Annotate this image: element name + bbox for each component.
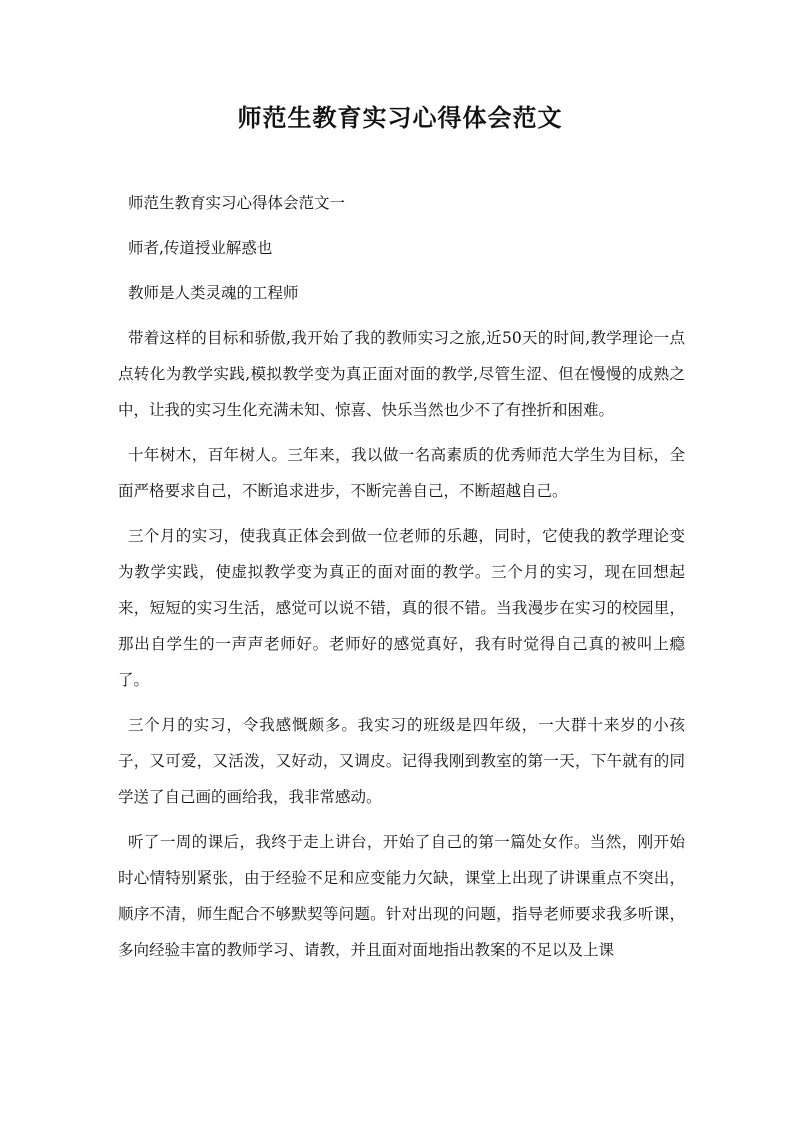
paragraph: 带着这样的目标和骄傲,我开始了我的教师实习之旅,近50天的时间,教学理论一点点转化为教学实践,模拟教学变为真正面对面的教学,尽管生涩、但在慢慢的成熟之中，让我的实习生化充满未知、惊喜、快乐当然也少不了有挫折和困难。 (118, 329, 685, 419)
paragraph: 师范生教育实习心得体会范文一 (128, 194, 346, 212)
paragraph: 听了一周的课后，我终于走上讲台，开始了自己的第一篇处女作。当然，刚开始时心情特别紧张，由于经验不足和应变能力欠缺，课堂上出现了讲课重点不突出，顺序不清，师生配合不够默契等问题。针对出现的问题，指导老师要求我多听课，多向经验丰富的教师学习、请教，并且面对面地指出教案的不足以及上课 (118, 833, 685, 959)
document-body (118, 185, 685, 977)
paragraph: 十年树木，百年树人。三年来，我以做一名高素质的优秀师范大学生为目标，全面严格要求自己，不断追求进步，不断完善自己，不断超越自己。 (118, 446, 685, 500)
paragraph: 教师是人类灵魂的工程师 (128, 284, 299, 302)
paragraph: 师者,传道授业解惑也 (128, 239, 273, 257)
document-title: 师范生教育实习心得体会范文 (237, 103, 563, 132)
paragraph: 三个月的实习，使我真正体会到做一位老师的乐趣，同时，它使我的教学理论变为教学实践，使虚拟教学变为真正的面对面的教学。三个月的实习，现在回想起来，短短的实习生活，感觉可以说不错，真的很不错。当我漫步在实习的校园里，那出自学生的一声声老师好。老师好的感觉真好，我有时觉得自己真的被叫上瘾了。 (118, 527, 685, 689)
paragraph: 三个月的实习，令我感慨颇多。我实习的班级是四年级，一大群十来岁的小孩子，又可爱，又活泼，又好动，又调皮。记得我刚到教室的第一天，下午就有的同学送了自己画的画给我，我非常感动。 (118, 716, 685, 806)
